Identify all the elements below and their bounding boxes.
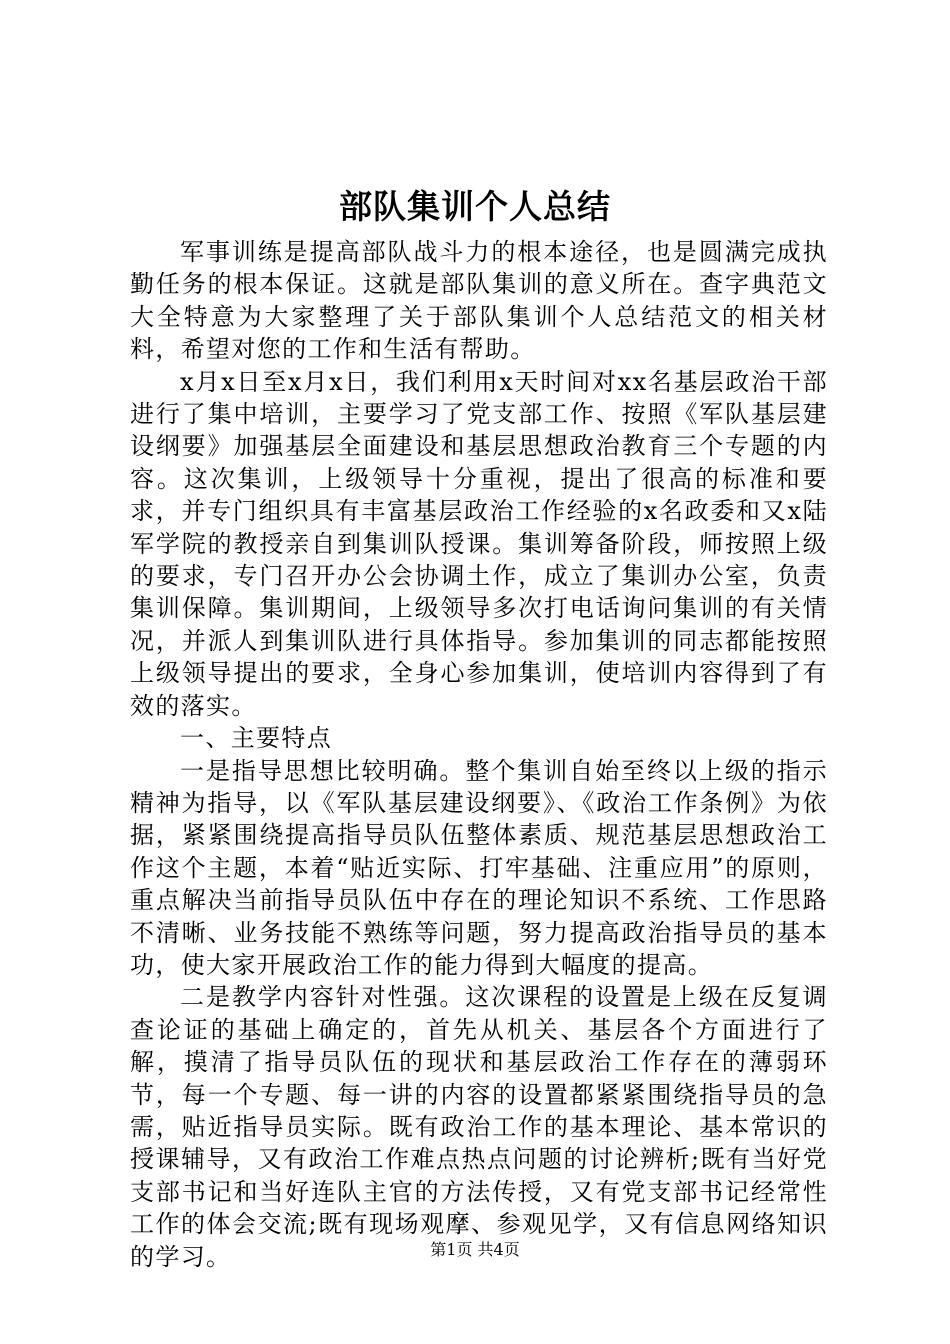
paragraph-training-overview: x月x日至x月x日，我们利用x天时间对xx名基层政治干部进行了集中培训，主要学习了党支部工作、按照《军队基层建设纲要》加强基层全面建设和基层思想政治教育三个专题的内容。这次集训，上级领导十分重视，提出了很高的标准和要求，并专门组织具有丰富基层政治工作经验的x名政委和又x陆军学院的教授亲自到集训队授课。集训筹备阶段，师按照上级的要求，专门召开办公会协调土作，成立了集训办公室，负责集训保障。集训期间，上级领导多次打电话询问集训的有关情况，并派人到集训队进行具体指导。参加集训的同志都能按照上级领导提出的要求，全身心参加集训，使培训内容得到了有效的落实。 bbox=[130, 367, 828, 720]
document-body bbox=[130, 236, 828, 1273]
section-heading-main-features: 一、主要特点 bbox=[180, 724, 333, 753]
paragraph-intro: 军事训练是提高部队战斗力的根本途径，也是圆满完成执勤任务的根本保证。这就是部队集训的意义所在。查字典范文大全特意为大家整理了关于部队集训个人总结范文的相关材料，希望对您的工作和生活有帮助。 bbox=[130, 238, 828, 364]
page-number-footer: 第1页 共4页 bbox=[430, 1240, 520, 1259]
document-title: 部队集训个人总结 bbox=[339, 187, 611, 226]
paragraph-feature-two: 二是教学内容针对性强。这次课程的设置是上级在反复调查论证的基础上确定的，首先从机关、基层各个方面进行了解，摸清了指导员队伍的现状和基层政治工作存在的薄弱环节，每一个专题、每一讲的内容的设置都紧紧围绕指导员的急需，贴近指导员实际。既有政治工作的基本理论、基本常识的授课辅导，又有政治工作难点热点问题的讨论辨析;既有当好党支部书记和当好连队主官的方法传授，又有党支部书记经常性工作的体会交流;既有现场观摩、参观见学，又有信息网络知识的学习。 bbox=[130, 983, 828, 1271]
paragraph-feature-one: 一是指导思想比较明确。整个集训自始至终以上级的指示精神为指导，以《军队基层建设纲要》、《政治工作条例》为依据，紧紧围绕提高指导员队伍整体素质、规范基层思想政治工作这个主题，本着“贴近实际、打牢基础、注重应用”的原则，重点解决当前指导员队伍中存在的理论知识不系统、工作思路不清晰、业务技能不熟练等问题，努力提高政治指导员的基本功，使大家开展政治工作的能力得到大幅度的提高。 bbox=[130, 756, 828, 979]
